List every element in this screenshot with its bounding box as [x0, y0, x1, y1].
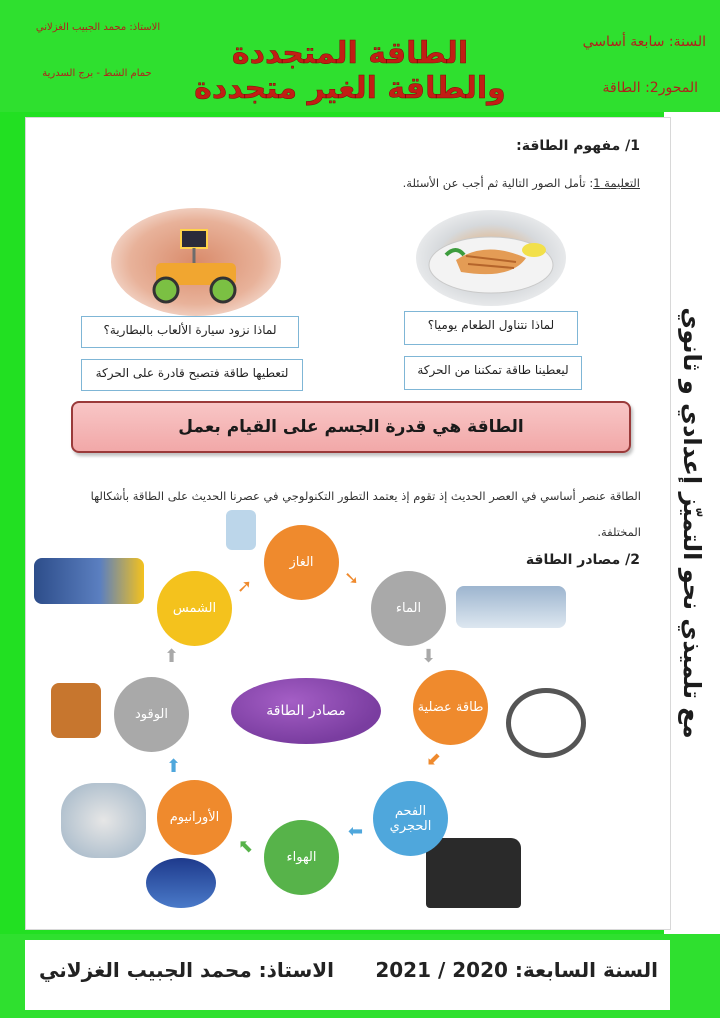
source-uranium: الأورانيوم — [157, 780, 232, 855]
arrow-icon: ➚ — [237, 576, 253, 597]
instruction — [403, 176, 640, 190]
energy-paragraph: الطاقة عنصر أساسي في العصر الحديث إذ تقوم إذ يعتمد التطور التكنولوجي في عصرنا الحديث على الطاقة بأشكالها المختلفة. — [90, 489, 641, 539]
header-school: حمام الشط - برج السدرية — [42, 68, 152, 79]
footer-year: السنة السابعة: 2020 / 2021 — [375, 958, 658, 982]
instruction-text: : تأمل الصور التالية ثم أجب عن الأسئلة. — [402, 176, 594, 190]
unit-axis: المحور2: الطاقة — [602, 80, 698, 96]
arrow-icon: ⬅ — [348, 821, 364, 842]
footer-teacher: الاستاذ: محمد الجبيب الغزلاني — [39, 958, 335, 982]
toy-car-icon — [111, 208, 281, 316]
footer-box — [25, 940, 670, 1010]
section2-title: 2/ مصادر الطاقة — [525, 552, 640, 568]
footer-banner — [0, 934, 720, 1018]
side-banner — [664, 112, 720, 934]
solar-panel-icon — [34, 558, 144, 604]
energy-definition: الطاقة هي قدرة الجسم على القيام بعمل — [71, 401, 631, 453]
content-sheet — [25, 117, 671, 930]
source-gas: الغاز — [264, 525, 339, 600]
header-banner — [0, 0, 720, 112]
dam-icon — [456, 586, 566, 628]
arrow-icon: ⬋ — [426, 749, 442, 770]
worksheet-title: الطاقة المتجددة والطاقة الغير متجددة — [194, 36, 506, 106]
source-wind: الهواء — [264, 820, 339, 895]
source-fuel: الوقود — [114, 677, 189, 752]
side-banner-text: مع تلميذي نحو التميّز إعدادي و ثانوي — [678, 307, 706, 739]
gas-bottle-icon — [226, 510, 256, 550]
arrow-icon: ➘ — [344, 568, 360, 589]
arrow-icon: ⬇ — [421, 646, 437, 667]
source-muscle: طاقة عضلية — [413, 670, 488, 745]
bicycle-wheel-icon — [506, 688, 586, 758]
food-plate-image — [416, 210, 566, 306]
header-teacher: الاستاذ: محمد الجبيب الغزلاني — [35, 22, 161, 33]
arrow-icon: ⬆ — [164, 646, 180, 667]
fuel-barrel-icon — [51, 683, 101, 738]
arrow-icon: ⬆ — [166, 756, 182, 777]
question-toy-car: لماذا نزود سيارة الألعاب بالبطارية؟ — [81, 316, 299, 348]
energy-sources-center: مصادر الطاقة — [231, 678, 381, 744]
coal-cart-icon — [426, 838, 521, 908]
source-sun: الشمس — [157, 571, 232, 646]
grade-level: السنة: سابعة أساسي — [582, 34, 706, 50]
power-plant-icon — [61, 783, 146, 858]
toy-car-image — [111, 208, 281, 316]
section1-title: 1/ مفهوم الطاقة: — [516, 138, 640, 154]
answer-food: ليعطينا طاقة تمكننا من الحركة — [404, 356, 582, 390]
question-food: لماذا نتناول الطعام يوميا؟ — [404, 311, 578, 345]
answer-toy-car: لتعطيها طاقة فتصبح قادرة على الحركة — [81, 359, 303, 391]
instruction-label: التعليمة 1 — [593, 176, 640, 190]
fish-plate-icon — [416, 210, 566, 306]
arrow-icon: ⬉ — [238, 836, 254, 857]
wind-turbine-icon — [146, 858, 216, 908]
source-coal: الفحم الحجري — [373, 781, 448, 856]
source-water: الماء — [371, 571, 446, 646]
